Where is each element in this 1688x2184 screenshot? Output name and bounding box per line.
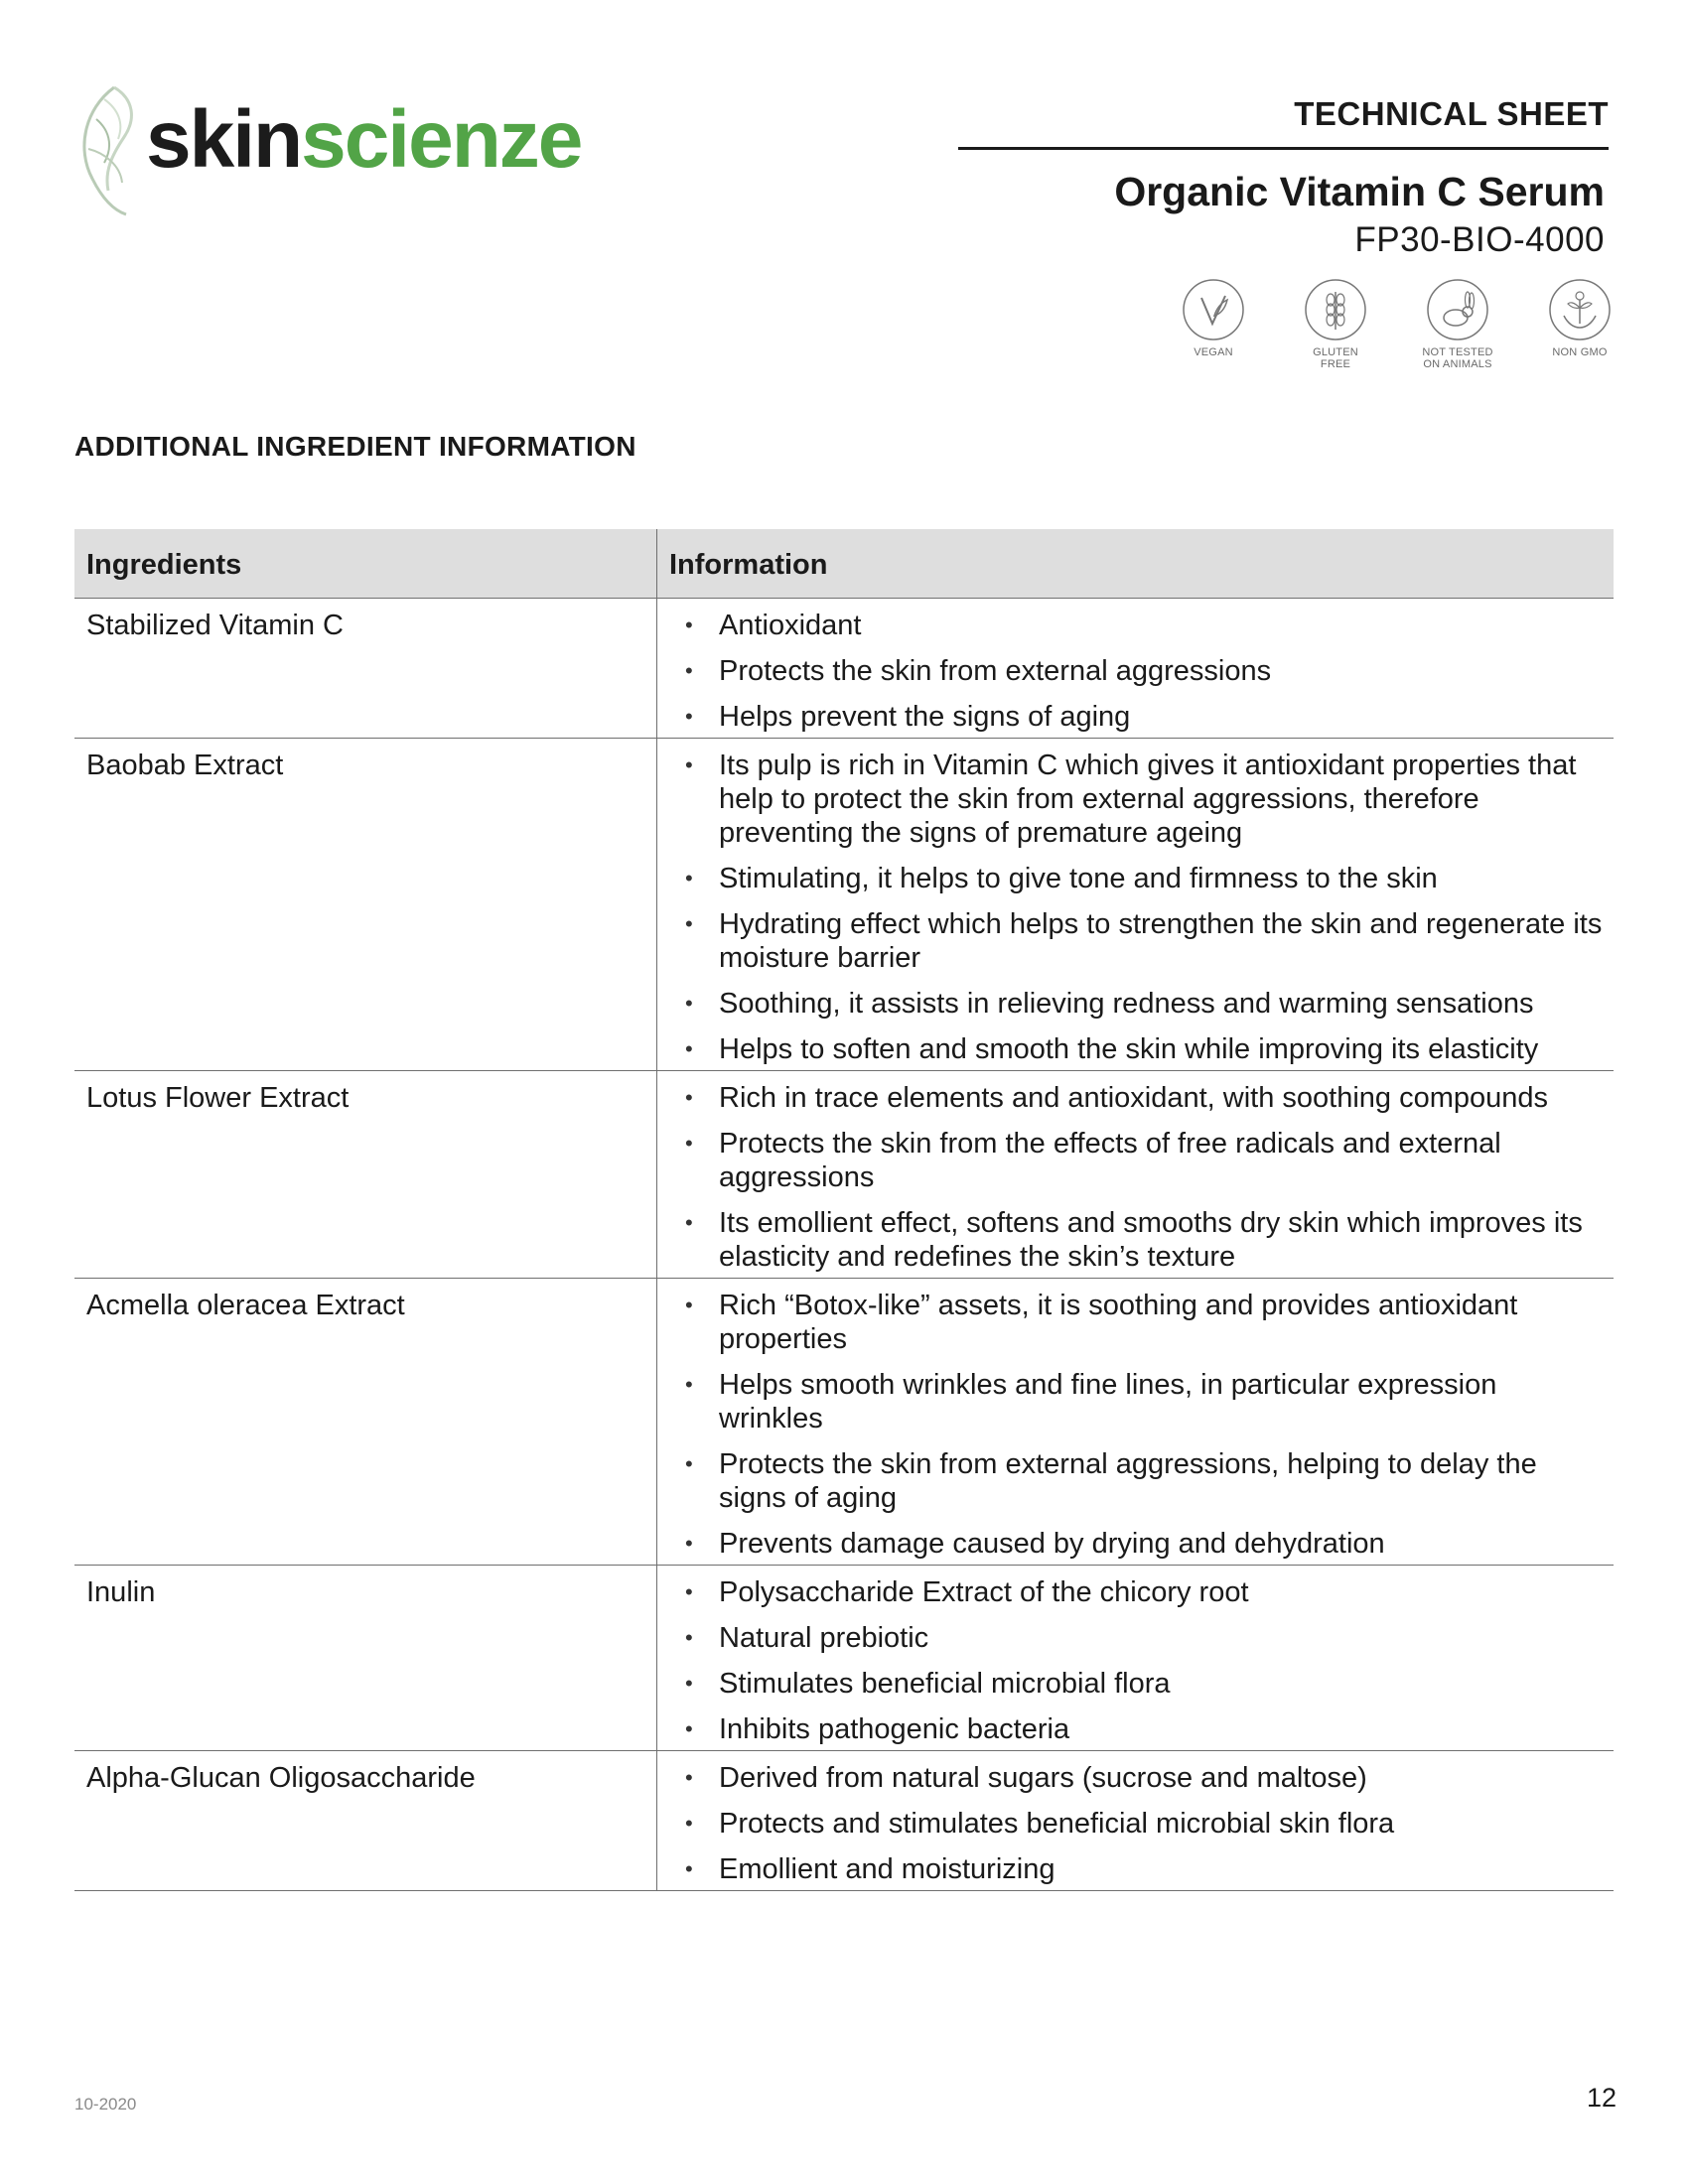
product-code: FP30-BIO-4000 <box>1354 220 1605 259</box>
table-header-row <box>74 529 1614 599</box>
table-body <box>74 599 1614 1891</box>
ingredient-name: Baobab Extract <box>74 739 657 1070</box>
badge-vegan <box>1164 278 1263 358</box>
badge-non-gmo <box>1530 278 1629 358</box>
info-bullet-item: • Natural prebiotic <box>685 1621 1606 1655</box>
page-number: 12 <box>1586 2083 1617 2113</box>
rabbit-icon <box>1426 278 1489 341</box>
info-bullet-item: • Soothing, it assists in relieving redness and warming sensations <box>685 987 1606 1021</box>
table-row <box>74 1566 1614 1751</box>
info-bullet-item: • Protects the skin from the effects of free radicals and external aggressions <box>685 1127 1606 1194</box>
brand-logo <box>74 79 591 218</box>
brand-name-part1: skin <box>146 94 302 185</box>
vegan-icon <box>1182 278 1245 341</box>
info-bullet-item: • Polysaccharide Extract of the chicory root <box>685 1575 1606 1609</box>
info-bullet-item: • Protects the skin from external aggressions <box>685 654 1606 688</box>
brand-name-part2: scienze <box>301 94 582 185</box>
badge-gluten-free-label: GLUTEN FREE <box>1313 346 1358 370</box>
column-header-ingredients: Ingredients <box>74 529 657 598</box>
wheat-icon <box>1304 278 1367 341</box>
ingredient-info-list <box>657 739 1614 1070</box>
info-bullet-item: • Rich “Botox-like” assets, it is soothing and provides antioxidant properties <box>685 1289 1606 1356</box>
ingredient-info-list <box>657 1279 1614 1565</box>
info-bullet-item: • Hydrating effect which helps to strengthen the skin and regenerate its moisture barrier <box>685 907 1606 975</box>
info-bullet-item: • Protects the skin from external aggressions, helping to delay the signs of aging <box>685 1447 1606 1515</box>
info-bullet-item: • Stimulating, it helps to give tone and firmness to the skin <box>685 862 1606 895</box>
info-bullet-item: • Derived from natural sugars (sucrose and maltose) <box>685 1761 1606 1795</box>
info-bullet-item: • Antioxidant <box>685 609 1606 642</box>
ingredient-info-list <box>657 1566 1614 1750</box>
header-divider <box>958 147 1609 150</box>
footer-date: 10-2020 <box>74 2095 137 2114</box>
table-row <box>74 739 1614 1071</box>
ingredient-info-list <box>657 1071 1614 1278</box>
ingredient-name: Acmella oleracea Extract <box>74 1279 657 1565</box>
ingredient-info-list <box>657 599 1614 738</box>
ingredient-name: Stabilized Vitamin C <box>74 599 657 738</box>
ingredient-info-list <box>657 1751 1614 1890</box>
table-row <box>74 1279 1614 1566</box>
ingredient-name: Alpha-Glucan Oligosaccharide <box>74 1751 657 1890</box>
ingredient-table <box>74 529 1614 1891</box>
column-header-information: Information <box>669 549 828 581</box>
info-bullet-item: • Helps prevent the signs of aging <box>685 700 1606 734</box>
info-bullet-item: • Prevents damage caused by drying and dehydration <box>685 1527 1606 1561</box>
info-bullet-item: • Rich in trace elements and antioxidant, with soothing compounds <box>685 1081 1606 1115</box>
certification-badges <box>1164 278 1620 377</box>
section-title: ADDITIONAL INGREDIENT INFORMATION <box>74 431 636 462</box>
plant-icon <box>1548 278 1612 341</box>
info-bullet-item: • Its pulp is rich in Vitamin C which gives it antioxidant properties that help to protect the skin from external aggressions, therefore preventing the signs of premature ageing <box>685 749 1606 850</box>
info-bullet-item: • Helps smooth wrinkles and fine lines, in particular expression wrinkles <box>685 1368 1606 1435</box>
info-bullet-item: • Inhibits pathogenic bacteria <box>685 1712 1606 1746</box>
badge-vegan-label: VEGAN <box>1194 346 1233 358</box>
table-row <box>74 1751 1614 1891</box>
info-bullet-item: • Helps to soften and smooth the skin while improving its elasticity <box>685 1032 1606 1066</box>
info-bullet-item: • Protects and stimulates beneficial microbial skin flora <box>685 1807 1606 1841</box>
info-bullet-item: • Emollient and moisturizing <box>685 1852 1606 1886</box>
product-name: Organic Vitamin C Serum <box>1114 169 1605 214</box>
badge-non-gmo-label: NON GMO <box>1552 346 1608 358</box>
info-bullet-item: • Its emollient effect, softens and smooths dry skin which improves its elasticity and redefines the skin’s texture <box>685 1206 1606 1274</box>
badge-gluten-free <box>1286 278 1385 370</box>
table-row <box>74 599 1614 739</box>
table-row <box>74 1071 1614 1279</box>
badge-not-tested-label: NOT TESTED ON ANIMALS <box>1422 346 1493 370</box>
brand-wordmark <box>146 94 582 185</box>
ingredient-name: Lotus Flower Extract <box>74 1071 657 1278</box>
ingredient-name: Inulin <box>74 1566 657 1750</box>
info-bullet-item: • Stimulates beneficial microbial flora <box>685 1667 1606 1701</box>
badge-not-tested <box>1408 278 1507 370</box>
sheet-label: TECHNICAL SHEET <box>1294 95 1609 132</box>
